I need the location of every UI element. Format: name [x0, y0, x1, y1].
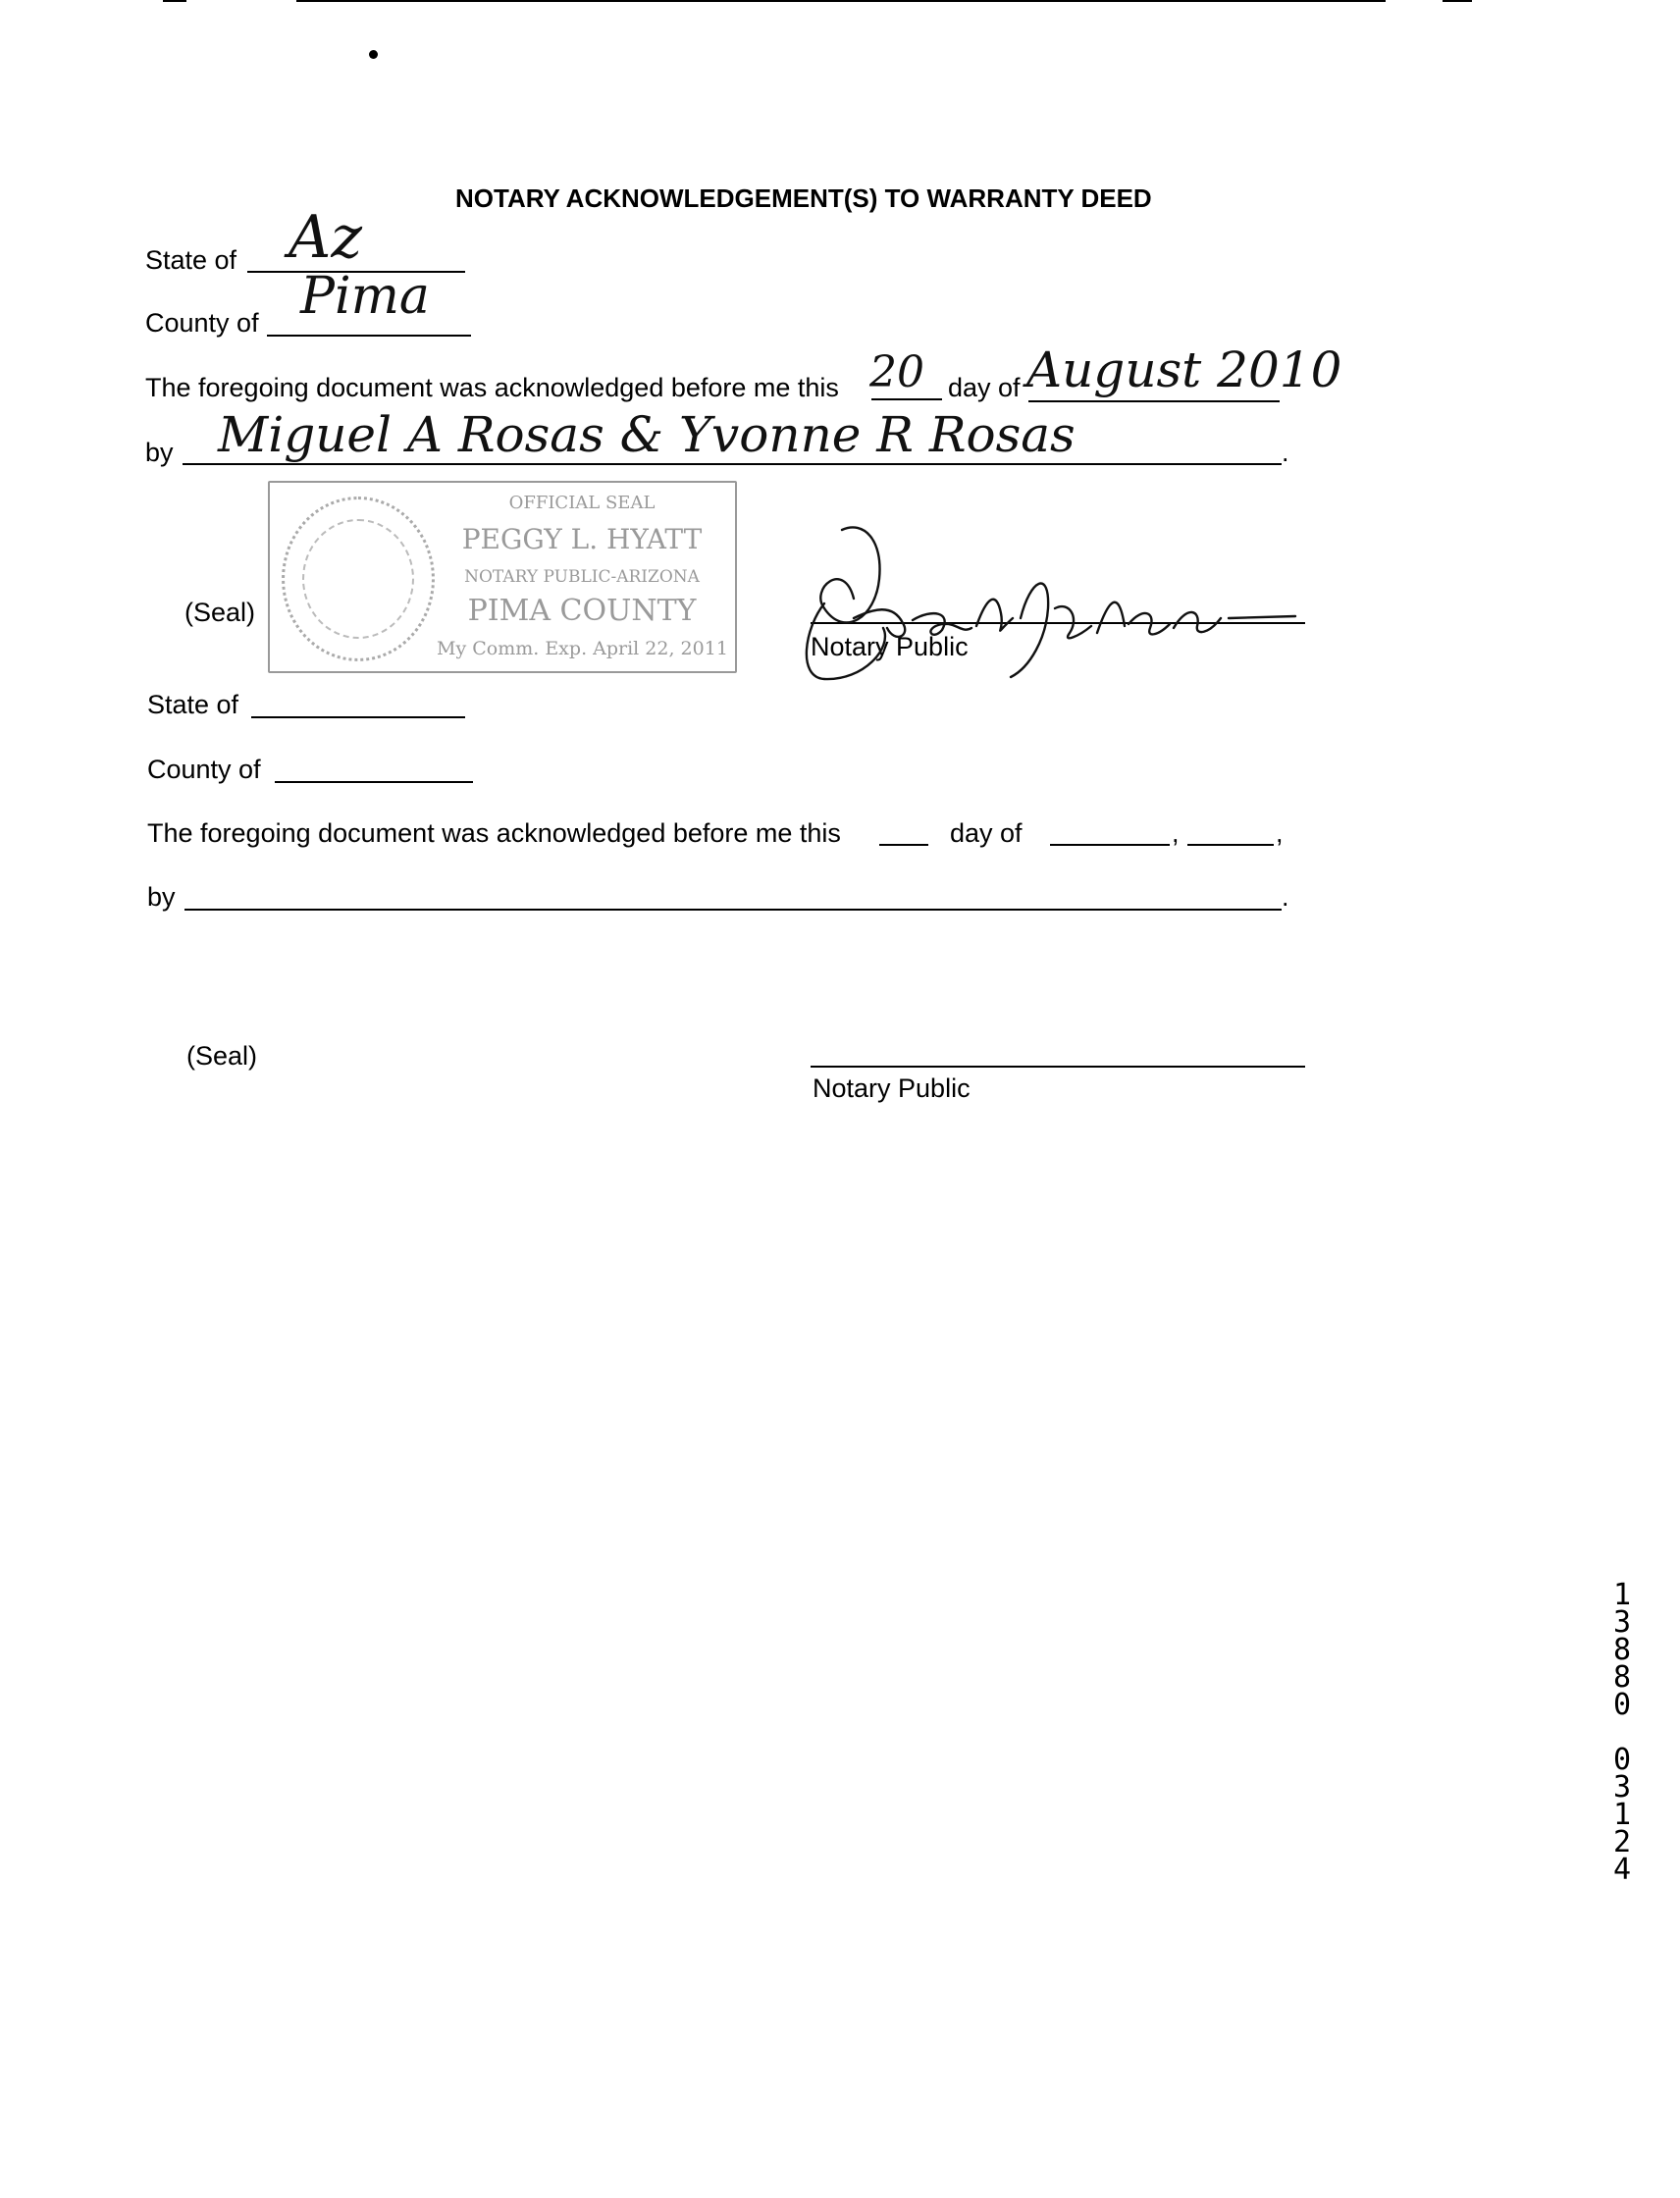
by-period-2: .: [1282, 882, 1289, 912]
doc-num-digit: 1: [1612, 1578, 1632, 1612]
by-period-1: .: [1282, 438, 1289, 467]
page-title: NOTARY ACKNOWLEDGEMENT(S) TO WARRANTY DEED: [455, 183, 1152, 213]
day-of-label-1: day of: [948, 373, 1021, 402]
doc-num-digit: 3: [1612, 1605, 1632, 1640]
county-field-line-1: [267, 335, 471, 337]
county-label-2: County of: [147, 755, 261, 784]
seal-label-2: (Seal): [186, 1041, 258, 1071]
doc-num-digit: 3: [1612, 1770, 1632, 1805]
month-field-line-2: [1050, 844, 1170, 846]
notary-stamp: [268, 481, 737, 673]
county-label-1: County of: [145, 308, 259, 338]
state-label-2: State of: [147, 690, 239, 719]
comma-2b: ,: [1276, 818, 1284, 848]
notary-public-label-2: Notary Public: [813, 1073, 971, 1103]
by-field-line-2: [184, 909, 1282, 911]
notary-signature-line-2: [811, 1066, 1305, 1068]
month-year-value-1: August 2010: [1026, 341, 1342, 398]
state-label-1: State of: [145, 245, 237, 275]
top-edge-mark-right: [1443, 0, 1472, 2]
day-of-label-2: day of: [950, 818, 1023, 848]
month-field-line-1: [1028, 400, 1280, 402]
by-field-line-1: [183, 463, 1282, 465]
notary-seal-emblem: [282, 497, 435, 661]
by-label-1: by: [145, 438, 174, 467]
doc-num-digit: 4: [1612, 1853, 1632, 1887]
county-value-1: Pima: [300, 267, 430, 326]
comma-2a: ,: [1172, 818, 1180, 848]
document-number-vertical: [1609, 1578, 1635, 1887]
stamp-line-3: NOTARY PUBLIC-ARIZONA: [464, 567, 700, 587]
doc-num-digit: 0: [1612, 1688, 1632, 1722]
top-edge-mark-left: [163, 0, 186, 2]
doc-num-digit: 0: [1612, 1743, 1632, 1777]
notary-signature: [785, 510, 1315, 697]
day-value-1: 20: [869, 347, 924, 397]
doc-num-digit: 8: [1612, 1633, 1632, 1667]
doc-num-digit: 1: [1612, 1798, 1632, 1832]
stamp-line-4: PIMA COUNTY: [467, 594, 697, 628]
day-field-line-2: [879, 844, 928, 846]
county-field-line-2: [275, 781, 473, 783]
stamp-line-5: My Comm. Exp. April 22, 2011: [437, 638, 728, 659]
year-field-line-2: [1187, 844, 1274, 846]
state-value-1: Az: [289, 203, 362, 272]
state-field-line-2: [251, 716, 465, 718]
seal-label-1: (Seal): [184, 598, 256, 627]
day-field-line-1: [871, 398, 942, 400]
by-value-1: Miguel A Rosas & Yvonne R Rosas: [218, 406, 1076, 463]
page-dot: [369, 50, 378, 59]
stamp-line-2: PEGGY L. HYATT: [461, 523, 703, 555]
notary-public-label-1: Notary Public: [811, 632, 969, 661]
by-label-2: by: [147, 882, 176, 912]
ack-text-1: The foregoing document was acknowledged before me this: [145, 373, 839, 402]
doc-num-digit: 2: [1612, 1825, 1632, 1859]
ack-text-2: The foregoing document was acknowledged before me this: [147, 818, 841, 848]
top-edge-mark-main: [296, 0, 1386, 2]
stamp-line-1: OFFICIAL SEAL: [508, 493, 656, 513]
doc-num-digit: 8: [1612, 1660, 1632, 1695]
